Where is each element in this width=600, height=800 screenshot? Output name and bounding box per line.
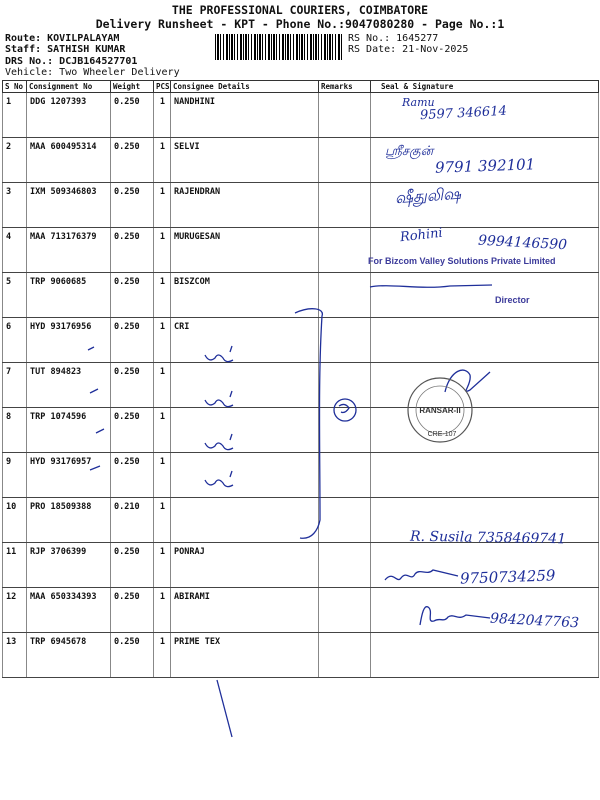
cell-weight: 0.250 [111, 183, 154, 228]
staff-label: Staff: SATHISH KUMAR [5, 44, 126, 55]
vehicle-label: Vehicle: Two Wheeler Delivery [5, 67, 180, 78]
cell-consignee: PRIME TEX [171, 633, 319, 678]
cell-pcs: 1 [154, 543, 171, 588]
cell-weight: 0.250 [111, 633, 154, 678]
cell-pcs: 1 [154, 228, 171, 273]
cell-sno: 8 [3, 408, 27, 453]
cell-consignment: TRP 1074596 [27, 408, 111, 453]
cell-consignment: MAA 600495314 [27, 138, 111, 183]
cell-sno: 2 [3, 138, 27, 183]
signature-11: R. Susila 7358469741 [409, 528, 567, 548]
ditto-mark-8 [205, 391, 233, 407]
col-pcs: PCS [154, 81, 171, 93]
cell-weight: 0.250 [111, 228, 154, 273]
cell-pcs: 1 [154, 453, 171, 498]
bracket-stroke [295, 309, 322, 539]
signature-13-stroke [420, 607, 490, 625]
cell-sno: 9 [3, 453, 27, 498]
seal-name: RANSAR-II [419, 406, 461, 415]
ditto-mark-9 [205, 434, 233, 450]
cell-consignee: SELVI [171, 138, 319, 183]
cell-sno: 6 [3, 318, 27, 363]
signature-13-phone: 9842047763 [489, 610, 580, 632]
cell-pcs: 1 [154, 273, 171, 318]
cell-sno: 10 [3, 498, 27, 543]
col-remarks: Remarks [319, 81, 371, 93]
cell-consignment: MAA 650334393 [27, 588, 111, 633]
cell-consignment: IXM 509346803 [27, 183, 111, 228]
cell-consignment: TUT 894823 [27, 363, 111, 408]
ditto-mark-7 [205, 346, 233, 362]
signature-2-phone: 9791 392101 [434, 155, 536, 177]
cell-consignee: BISZCOM [171, 273, 319, 318]
cell-weight: 0.210 [111, 498, 154, 543]
col-weight: Weight [111, 81, 154, 93]
stamp-director: Director [495, 295, 530, 305]
cell-consignment: DDG 1207393 [27, 93, 111, 138]
cell-pcs: 1 [154, 408, 171, 453]
cell-weight: 0.250 [111, 453, 154, 498]
cell-consignment: TRP 9060685 [27, 273, 111, 318]
cell-consignee: RAJENDRAN [171, 183, 319, 228]
cell-sno: 11 [3, 543, 27, 588]
cell-consignee: PONRAJ [171, 543, 319, 588]
cell-consignment: RJP 3706399 [27, 543, 111, 588]
signature-1-name: Ramu [402, 96, 435, 109]
cell-sno: 5 [3, 273, 27, 318]
cell-pcs: 1 [154, 93, 171, 138]
cell-weight: 0.250 [111, 363, 154, 408]
cell-weight: 0.250 [111, 318, 154, 363]
cell-pcs: 1 [154, 138, 171, 183]
circle-mark-inner [339, 404, 349, 412]
cell-sno: 1 [3, 93, 27, 138]
cell-consignee: ABIRAMI [171, 588, 319, 633]
rs-date: RS Date: 21-Nov-2025 [348, 44, 469, 55]
signature-2-mark: ஶ்ரீசகுன் [385, 144, 434, 159]
circle-mark [334, 399, 356, 421]
cell-sno: 13 [3, 633, 27, 678]
signature-1-phone: 9597 346614 [419, 103, 508, 124]
cell-pcs: 1 [154, 183, 171, 228]
stray-stroke [217, 680, 232, 737]
signature-12-phone: 9750734259 [459, 566, 556, 588]
signature-5-stroke [370, 285, 492, 287]
col-signature: Seal & Signature [371, 81, 599, 93]
cell-consignee: CRI [171, 318, 319, 363]
col-sno: S No [3, 81, 27, 93]
col-consignment: Consignment No [27, 81, 111, 93]
cell-weight: 0.250 [111, 138, 154, 183]
cell-consignment: HYD 93176956 [27, 318, 111, 363]
cell-weight: 0.250 [111, 273, 154, 318]
runsheet-title: Delivery Runsheet - KPT - Phone No.:9047080280 - Page No.:1 [95, 17, 505, 31]
cell-consignment: PRO 18509388 [27, 498, 111, 543]
cell-pcs: 1 [154, 363, 171, 408]
drs-label: DRS No.: DCJB164527701 [5, 56, 138, 67]
route-label: Route: KOVILPALAYAM [5, 33, 120, 44]
ditto-mark-10 [205, 471, 233, 487]
cell-weight: 0.250 [111, 543, 154, 588]
signature-3: ஷீதுலிஷ [394, 183, 462, 208]
tick-marks [88, 347, 104, 470]
cell-sno: 12 [3, 588, 27, 633]
company-title: THE PROFESSIONAL COURIERS, COIMBATORE [171, 3, 429, 17]
signature-4-phone: 9994146590 [477, 232, 568, 254]
cell-sno: 7 [3, 363, 27, 408]
cell-pcs: 1 [154, 588, 171, 633]
cell-consignment: HYD 93176957 [27, 453, 111, 498]
cell-consignee: NANDHINI [171, 93, 319, 138]
cell-pcs: 1 [154, 498, 171, 543]
cell-consignment: MAA 713176379 [27, 228, 111, 273]
cell-weight: 0.250 [111, 588, 154, 633]
cell-consignment: TRP 6945678 [27, 633, 111, 678]
signature-12-stroke [385, 570, 458, 580]
cell-weight: 0.250 [111, 93, 154, 138]
cell-weight: 0.250 [111, 408, 154, 453]
cell-pcs: 1 [154, 318, 171, 363]
cell-sno: 4 [3, 228, 27, 273]
company-stamp: For Bizcom Valley Solutions Private Limited [368, 256, 556, 266]
cell-sno: 3 [3, 183, 27, 228]
cell-consignee: MURUGESAN [171, 228, 319, 273]
signature-4-name: Rohini [399, 225, 444, 246]
rs-number: RS No.: 1645277 [348, 33, 439, 44]
cell-pcs: 1 [154, 633, 171, 678]
seal-code: CRE-107 [427, 431, 457, 438]
col-consignee: Consignee Details [171, 81, 319, 93]
